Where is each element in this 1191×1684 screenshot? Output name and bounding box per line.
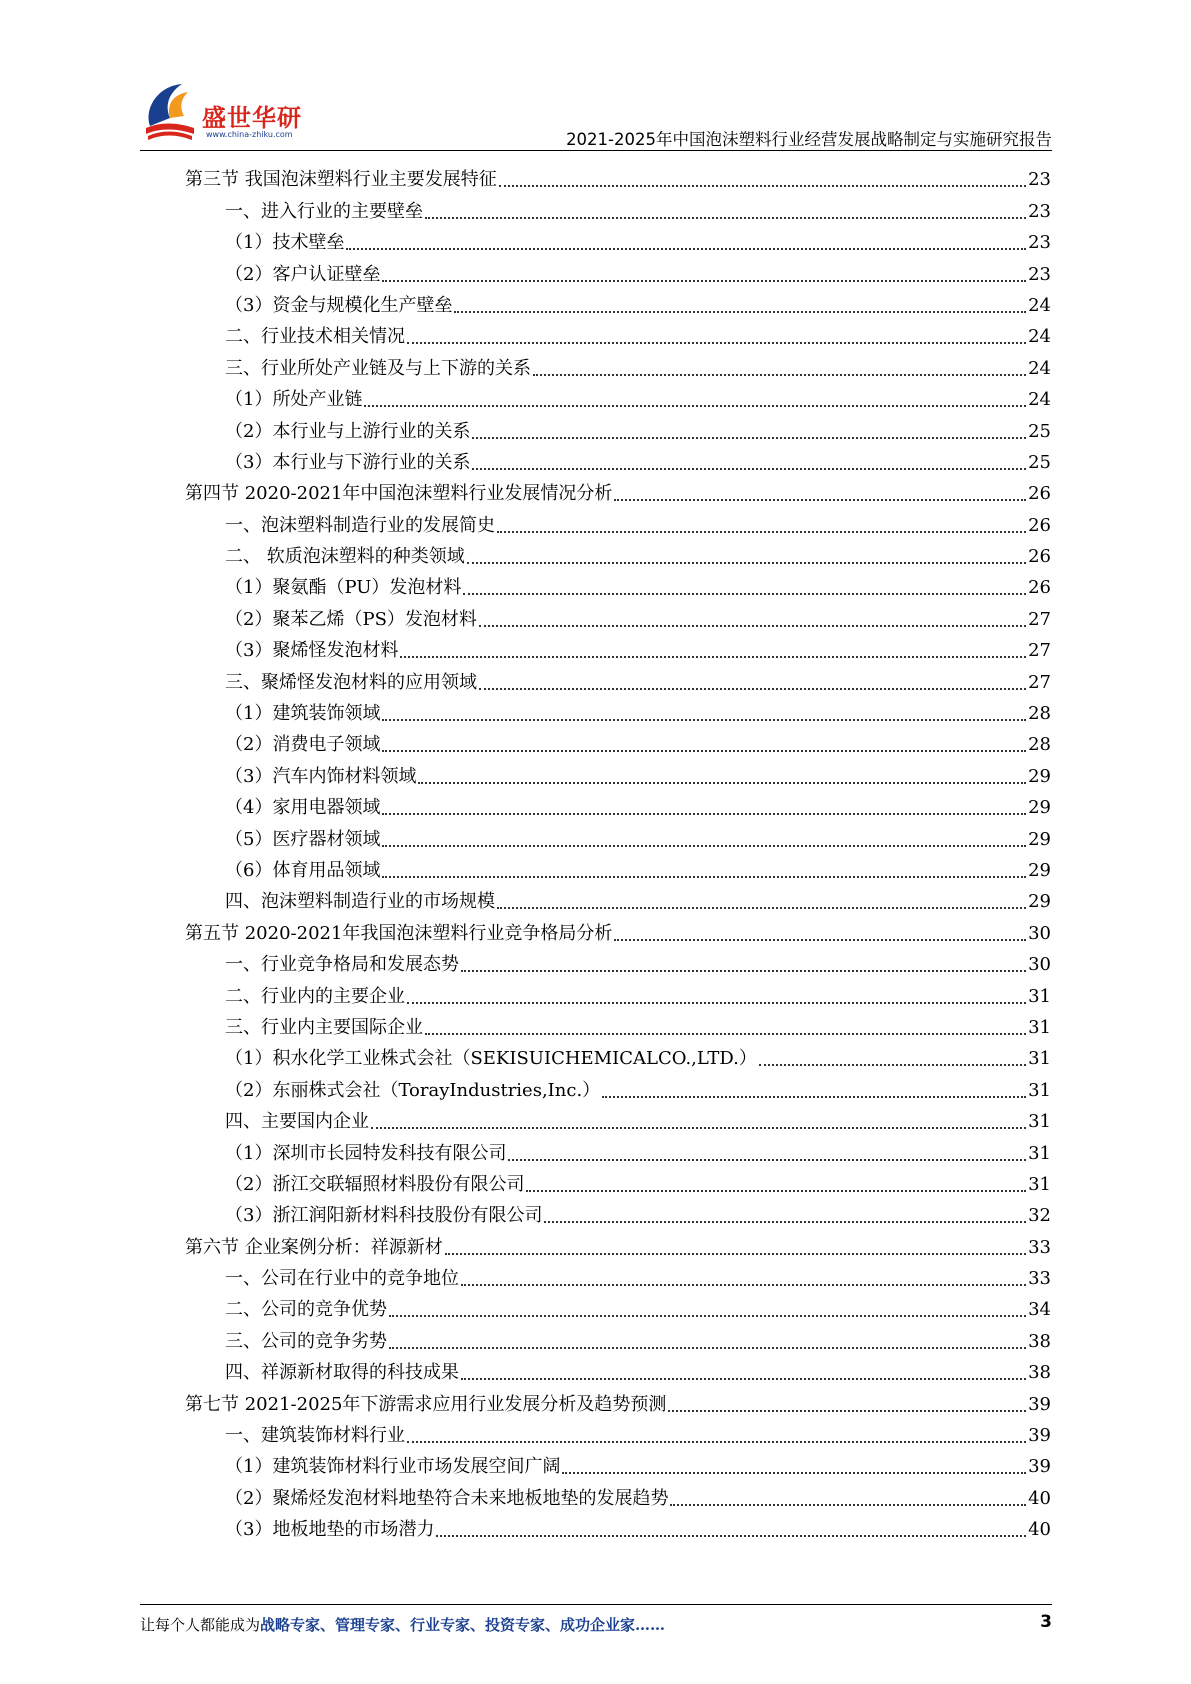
toc-dot-leader [668, 1410, 1026, 1412]
toc-entry[interactable] [185, 568, 1051, 599]
toc-entry[interactable] [185, 1353, 1051, 1384]
toc-entry-page: 30 [1028, 922, 1051, 944]
toc-dot-leader [533, 374, 1026, 376]
toc-entry[interactable] [185, 1321, 1051, 1352]
toc-entry[interactable] [185, 411, 1051, 442]
toc-entry[interactable] [185, 443, 1051, 474]
toc-entry-label: （2）客户认证壁垒 [225, 263, 381, 285]
toc-entry[interactable] [185, 1227, 1051, 1258]
toc-entry-page: 31 [1028, 1111, 1051, 1133]
footer-divider [140, 1604, 1052, 1605]
toc-entry-label: （3）汽车内饰材料领域 [225, 765, 417, 787]
toc-dot-leader [389, 1315, 1026, 1317]
toc-dot-leader [497, 907, 1026, 909]
toc-entry-label: （1）聚氨酯（PU）发泡材料 [225, 577, 462, 599]
toc-entry-label: （1）技术壁垒 [225, 232, 345, 254]
toc-entry[interactable] [185, 631, 1051, 662]
toc-entry-page: 29 [1028, 859, 1051, 881]
toc-dot-leader [614, 939, 1026, 941]
toc-entry-page: 24 [1028, 294, 1051, 316]
toc-entry[interactable] [185, 1478, 1051, 1509]
toc-entry-label: （3）地板地垫的市场潜力 [225, 1519, 435, 1541]
logo-wordmark: 盛世华研 [202, 104, 302, 132]
table-of-contents [185, 160, 1051, 1541]
toc-entry[interactable] [185, 1102, 1051, 1133]
toc-dot-leader [544, 1221, 1026, 1223]
toc-entry-page: 31 [1028, 1173, 1051, 1195]
document-title: 2021-2025年中国泡沫塑料行业经营发展战略制定与实施研究报告 [566, 130, 1052, 149]
toc-entry-label: 第五节 2020-2021年我国泡沫塑料行业竞争格局分析 [185, 922, 613, 944]
toc-entry-label: 一、公司在行业中的竞争地位 [225, 1268, 459, 1290]
toc-dot-leader [371, 1127, 1026, 1129]
toc-entry-page: 34 [1028, 1299, 1051, 1321]
toc-entry-label: 四、祥源新材取得的科技成果 [225, 1362, 459, 1384]
toc-entry-page: 29 [1028, 765, 1051, 787]
toc-entry-label: （3）资金与规模化生产壁垒 [225, 294, 453, 316]
toc-entry-page: 39 [1028, 1456, 1051, 1478]
toc-dot-leader [467, 562, 1026, 564]
header-divider [140, 150, 1052, 151]
toc-entry-label: （3）浙江润阳新材料科技股份有限公司 [225, 1205, 543, 1227]
toc-entry-page: 24 [1028, 389, 1051, 411]
toc-dot-leader [407, 342, 1026, 344]
toc-entry-label: （2）本行业与上游行业的关系 [225, 420, 471, 442]
toc-entry[interactable] [185, 286, 1051, 317]
toc-dot-leader [670, 1504, 1026, 1506]
toc-dot-leader [461, 1378, 1026, 1380]
toc-entry-label: （1）积水化学工业株式会社（SEKISUICHEMICALCO.,LTD.） [225, 1048, 757, 1070]
toc-dot-leader [479, 625, 1026, 627]
toc-entry[interactable] [185, 348, 1051, 379]
toc-entry[interactable] [185, 317, 1051, 348]
toc-entry[interactable] [185, 191, 1051, 222]
toc-entry-label: 第六节 企业案例分析：祥源新材 [185, 1236, 443, 1258]
toc-entry-label: 第四节 2020-2021年中国泡沫塑料行业发展情况分析 [185, 483, 613, 505]
toc-dot-leader [614, 499, 1026, 501]
toc-entry-page: 28 [1028, 734, 1051, 756]
toc-entry[interactable] [185, 223, 1051, 254]
toc-dot-leader [425, 1033, 1026, 1035]
toc-dot-leader [382, 845, 1026, 847]
toc-entry-label: 一、泡沫塑料制造行业的发展简史 [225, 514, 495, 536]
toc-dot-leader [407, 1441, 1026, 1443]
toc-entry-page: 29 [1028, 797, 1051, 819]
toc-entry-page: 23 [1028, 232, 1051, 254]
company-logo [140, 78, 310, 146]
toc-entry-page: 38 [1028, 1330, 1051, 1352]
toc-entry-page: 39 [1028, 1393, 1051, 1415]
toc-entry-label: 一、行业竞争格局和发展态势 [225, 954, 459, 976]
toc-entry-label: 二、行业内的主要企业 [225, 985, 405, 1007]
toc-entry-page: 40 [1028, 1519, 1051, 1541]
toc-dot-leader [389, 1347, 1026, 1349]
toc-entry-page: 30 [1028, 954, 1051, 976]
toc-entry[interactable] [185, 1259, 1051, 1290]
toc-entry-label: 三、行业内主要国际企业 [225, 1016, 423, 1038]
toc-entry[interactable] [185, 819, 1051, 850]
toc-entry-page: 28 [1028, 703, 1051, 725]
page-header [140, 78, 1052, 148]
toc-entry-label: 一、建筑装饰材料行业 [225, 1425, 405, 1447]
toc-entry[interactable] [185, 474, 1051, 505]
toc-entry[interactable] [185, 945, 1051, 976]
toc-dot-leader [499, 185, 1026, 187]
toc-dot-leader [364, 405, 1026, 407]
toc-entry-page: 26 [1028, 577, 1051, 599]
toc-entry-label: （5）医疗器材领域 [225, 828, 381, 850]
toc-entry-label: 三、聚烯怪发泡材料的应用领域 [225, 671, 477, 693]
toc-dot-leader [461, 970, 1026, 972]
toc-entry[interactable] [185, 882, 1051, 913]
toc-entry[interactable] [185, 1039, 1051, 1070]
toc-dot-leader [418, 782, 1026, 784]
toc-entry-label: （1）建筑装饰领域 [225, 703, 381, 725]
toc-entry-page: 31 [1028, 1048, 1051, 1070]
toc-entry[interactable] [185, 1510, 1051, 1541]
toc-entry[interactable] [185, 160, 1051, 191]
toc-entry-label: （2）消费电子领域 [225, 734, 381, 756]
toc-entry-label: （1）深圳市长园特发科技有限公司 [225, 1142, 507, 1164]
toc-entry-page: 27 [1028, 671, 1051, 693]
toc-entry-page: 31 [1028, 1142, 1051, 1164]
toc-entry-page: 25 [1028, 420, 1051, 442]
toc-entry-label: （2）东丽株式会社（TorayIndustries,Inc.） [225, 1079, 601, 1101]
toc-dot-leader [526, 1190, 1026, 1192]
toc-entry-label: （1）建筑装饰材料行业市场发展空间广阔 [225, 1456, 561, 1478]
toc-entry-label: （2）聚苯乙烯（PS）发泡材料 [225, 608, 477, 630]
toc-entry-label: 二、 软质泡沫塑料的种类领域 [225, 546, 465, 568]
toc-entry-page: 39 [1028, 1425, 1051, 1447]
toc-dot-leader [382, 280, 1026, 282]
toc-dot-leader [436, 1535, 1026, 1537]
toc-entry[interactable] [185, 1447, 1051, 1478]
toc-entry-page: 29 [1028, 828, 1051, 850]
toc-entry[interactable] [185, 1196, 1051, 1227]
toc-entry-page: 25 [1028, 451, 1051, 473]
toc-entry[interactable] [185, 1416, 1051, 1447]
toc-entry-page: 31 [1028, 1079, 1051, 1101]
logo-url: www.china-zhiku.com [206, 130, 293, 139]
toc-entry-page: 27 [1028, 640, 1051, 662]
toc-entry-label: 二、行业技术相关情况 [225, 326, 405, 348]
toc-dot-leader [400, 656, 1026, 658]
toc-entry-page: 33 [1028, 1236, 1051, 1258]
toc-entry[interactable] [185, 976, 1051, 1007]
footer-slogan-prefix: 让每个人都能成为 [140, 1616, 261, 1634]
toc-entry-page: 26 [1028, 546, 1051, 568]
toc-entry-page: 40 [1028, 1487, 1051, 1509]
toc-dot-leader [497, 531, 1026, 533]
toc-dot-leader [382, 813, 1026, 815]
toc-dot-leader [562, 1472, 1026, 1474]
toc-dot-leader [382, 719, 1026, 721]
toc-dot-leader [463, 593, 1026, 595]
toc-entry[interactable] [185, 380, 1051, 411]
toc-dot-leader [454, 311, 1026, 313]
toc-entry[interactable] [185, 599, 1051, 630]
toc-dot-leader [445, 1253, 1026, 1255]
toc-entry[interactable] [185, 1070, 1051, 1101]
toc-dot-leader [472, 437, 1026, 439]
toc-entry[interactable] [185, 694, 1051, 725]
toc-entry[interactable] [185, 756, 1051, 787]
toc-dot-leader [472, 468, 1026, 470]
toc-entry[interactable] [185, 788, 1051, 819]
toc-entry-label: 四、泡沫塑料制造行业的市场规模 [225, 891, 495, 913]
page-number: 3 [1040, 1612, 1052, 1632]
toc-entry-page: 33 [1028, 1268, 1051, 1290]
toc-entry[interactable] [185, 1008, 1051, 1039]
toc-dot-leader [479, 688, 1026, 690]
logo-emblem-icon [140, 78, 210, 146]
toc-entry-label: （2）聚烯烃发泡材料地垫符合未来地板地垫的发展趋势 [225, 1487, 669, 1509]
toc-entry-page: 32 [1028, 1205, 1051, 1227]
toc-entry-label: 第三节 我国泡沫塑料行业主要发展特征 [185, 169, 497, 191]
toc-entry[interactable] [185, 913, 1051, 944]
toc-entry[interactable] [185, 662, 1051, 693]
toc-entry-page: 31 [1028, 1016, 1051, 1038]
toc-entry-label: 二、公司的竞争优势 [225, 1299, 387, 1321]
toc-entry-page: 24 [1028, 357, 1051, 379]
toc-entry-label: （4）家用电器领域 [225, 797, 381, 819]
toc-dot-leader [407, 1002, 1026, 1004]
toc-entry-page: 31 [1028, 985, 1051, 1007]
toc-entry-label: 三、公司的竞争劣势 [225, 1330, 387, 1352]
footer-slogan-emphasis: 战略专家、管理专家、行业专家、投资专家、成功企业家…… [260, 1616, 666, 1634]
toc-dot-leader [425, 217, 1026, 219]
toc-entry-label: （6）体育用品领域 [225, 859, 381, 881]
toc-entry-label: （3）聚烯怪发泡材料 [225, 640, 399, 662]
toc-entry[interactable] [185, 505, 1051, 536]
toc-entry-label: （1）所处产业链 [225, 389, 363, 411]
toc-entry[interactable] [185, 1290, 1051, 1321]
toc-dot-leader [346, 248, 1026, 250]
toc-entry-page: 23 [1028, 169, 1051, 191]
toc-dot-leader [382, 750, 1026, 752]
footer-slogan [140, 1614, 665, 1635]
toc-entry-page: 24 [1028, 326, 1051, 348]
toc-dot-leader [508, 1159, 1026, 1161]
toc-entry-label: （2）浙江交联辐照材料股份有限公司 [225, 1173, 525, 1195]
toc-entry-page: 26 [1028, 483, 1051, 505]
toc-entry-page: 29 [1028, 891, 1051, 913]
toc-entry-page: 27 [1028, 608, 1051, 630]
toc-entry[interactable] [185, 537, 1051, 568]
toc-entry[interactable] [185, 254, 1051, 285]
toc-entry-label: 第七节 2021-2025年下游需求应用行业发展分析及趋势预测 [185, 1393, 667, 1415]
toc-entry[interactable] [185, 1133, 1051, 1164]
toc-entry[interactable] [185, 725, 1051, 756]
toc-entry[interactable] [185, 851, 1051, 882]
toc-entry-label: 四、主要国内企业 [225, 1111, 369, 1133]
toc-entry[interactable] [185, 1165, 1051, 1196]
toc-dot-leader [461, 1284, 1026, 1286]
toc-entry[interactable] [185, 1384, 1051, 1415]
toc-entry-page: 23 [1028, 200, 1051, 222]
toc-dot-leader [602, 1096, 1026, 1098]
toc-entry-label: 三、行业所处产业链及与上下游的关系 [225, 357, 531, 379]
toc-dot-leader [382, 876, 1026, 878]
toc-entry-label: （3）本行业与下游行业的关系 [225, 451, 471, 473]
toc-entry-page: 38 [1028, 1362, 1051, 1384]
toc-entry-page: 23 [1028, 263, 1051, 285]
toc-dot-leader [759, 1064, 1026, 1066]
toc-entry-label: 一、进入行业的主要壁垒 [225, 200, 423, 222]
toc-entry-page: 26 [1028, 514, 1051, 536]
